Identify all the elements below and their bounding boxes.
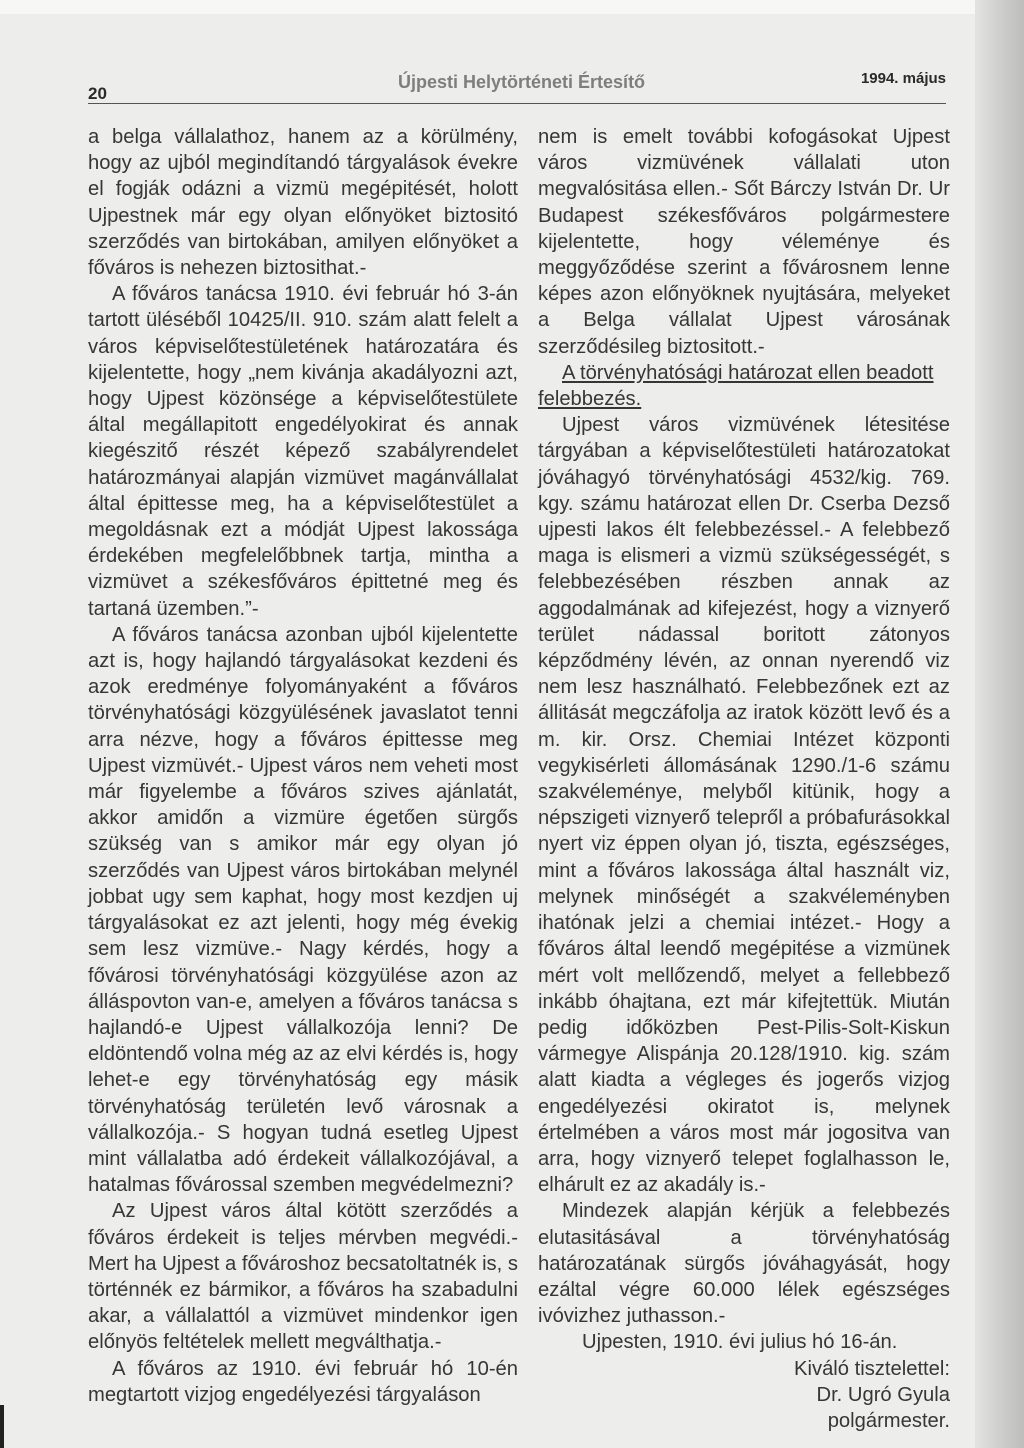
paragraph: A főváros tanácsa 1910. évi február hó 3-án tartott üléséből 10425/II. 910. szám alatt felelt a város képviselőtestületének határozatára és kijelentette, hogy „nem kivánja akadályozni azt, hogy Ujpest közönsége a képviselőtestülete által megállapitott engedélyokirat és annak kiegészitő részét képező szabályrendelet határozmányai alapján vizmüvet magánvállalat által épittesse meg, ha a képviselőtestület a megoldásnak ezt a módját Ujpest lakossága érdekében megfelelőbbnek tartja, mintha a vizmüvet a székesfőváros épittetné meg és tartaná üzemben.”- [88,283,518,620]
closing-salutation: Kiváló tisztelettel: [794,1357,950,1380]
paragraph: Az Ujpest város által kötött szerződés a főváros érdekeit is teljes mérvben megvédi.- Mert ha Ujpest a fővároshoz becsatoltatnék is, s történnék ez bármikor, a főváros ha szabadulni akar, a vállalattól a vizmüvet mindenkor igen előnyös feltételek mellett megválthatja.- [88,1200,518,1354]
page-header [88,70,946,103]
page-number: 20 [88,84,107,103]
place-date: Ujpesten, 1910. évi julius hó 16-án. [582,1331,898,1354]
journal-title: Újpesti Helytörténeti Értesítő [398,72,646,92]
signature-title: polgármester. [827,1409,950,1432]
signature-name: Dr. Ugró Gyula [816,1383,950,1406]
paragraph: a belga vállalathoz, hanem az a körülmény, hogy az ujból megindítandó tárgyalások évekre el fogják odázni a vizmü megépitését, holott Ujpestnek már egy olyan előnyöket biztositó szerződés van birtokában, amilyen előnyöket a főváros is nehezen biztosithat.- [88,126,518,280]
paragraph: A főváros az 1910. évi február hó 10-én megtartott vizjog engedélyezési tárgyaláson [88,1357,518,1406]
header-rule [88,103,946,104]
paragraph: Ujpest város vizmüvének létesitése tárgyában a képviselőtestületi határozatokat jóváhagyó törvényhatósági 4532/kig. 769. kgy. számu határozat ellen Dr. Cserba Dezső ujpesti lakos élt felebbezéssel.- A felebbező maga is elismeri a vizmü szükségességét, s felebbezésében részben annak az aggodalmának ad kifejezést, hogy a viznyerő terület nádassal boritott zátonyos képződmény lévén, az onnan nyerendő viz nem lesz használható. Felebbezőnek ezt az állitását megczáfolja az iratok között levő és a m. kir. Orsz. Chemiai Intézet központi vegykisérleti állomásának 1290./1-6 számu szakvéleménye, melyből kitünik, hogy a népszigeti viznyerő telepről a próbafurásokkal nyert viz éppen olyan jó, tiszta, egészséges, mint a főváros lakossága által használt viz, melynek minőségét a szakvéleményben ihatónak jelzi a chemiai intézet.- Hogy a főváros által leendő megépitése a vizmünek mért volt mellőzendő, melyet a fellebbező inkább óhajtana, ezt már kifejtettük. Miután pedig időközben Pest-Pilis-Solt-Kiskun vármegye Alispánja 20.128/1910. kig. szám alatt kiadta a végleges és jogerős vizjog engedélyezési okiratot is, melynek értelmében a város most már jogositva van arra, hogy viznyerő telepet foglalhasson le, elhárult ez az akadály is.- [538,414,950,1197]
paragraph: nem is emelt további kofogásokat Ujpest város vizmüvének vállalati uton megvalósitása ellen.- Sőt Bárczy István Dr. Ur Budapest székesfőváros polgármestere kijelentette, hogy véleménye és meggyőződése szerint a fővárosnem lenne képes azon előnyöknek nyujtására, melyeket a Belga vállalat Ujpest városának szerződésileg biztositott.- [538,126,950,358]
top-margin [0,0,1024,14]
left-column [88,124,518,1408]
section-heading: A törvényhatósági határozat ellen beadott felebbezés. [538,361,934,411]
paragraph: Mindezek alapján kérjük a felebbezés elutasitásával a törvényhatóság határozatának sürgős jóváhagyását, hogy ezáltal végre 60.000 lélek egészséges ivóvizhez juthasson.- [538,1200,950,1328]
scan-edge-mark [0,1405,4,1448]
paragraph: A főváros tanácsa azonban ujból kijelentette azt is, hogy hajlandó tárgyalásokat kezdeni és azok eredménye folyományaként a főváros törvényhatósági közgyülésének javaslatot tenni arra nézve, hogy a főváros épittesse meg Ujpest vizmüvét.- Ujpest város nem veheti most már figyelembe a főváros szives ajánlatát, akkor amidőn a vizmüre égetően sürgős szükség van s amikor már egy olyan jó szerződés van Ujpest város birtokában melynél jobbat ugy sem kaphat, hogy most kezdjen uj tárgyalásokat ez azt jelenti, hogy még évekig sem lesz vizmüve.- Nagy kérdés, hogy a fővárosi törvényhatósági közgyülése azon az álláspονton van-e, amelyen a főváros tanácsa s hajlandó-e Ujpest vállalkozója lenni? De eldöntendő volna még az az elvi kérdés is, hogy lehet-e egy törvényhatóság egy másik törvényhatóság területén levő városnak a vállalkozója.- S hogyan tudná esetleg Ujpest mint vállalatba adó érdekeit vállalkozójával, a hatalmas fővárossal szemben megvédelmezni? [88,623,518,1197]
spine-shadow [975,0,1024,1448]
issue-date: 1994. május [860,70,946,87]
right-column [538,124,950,1434]
